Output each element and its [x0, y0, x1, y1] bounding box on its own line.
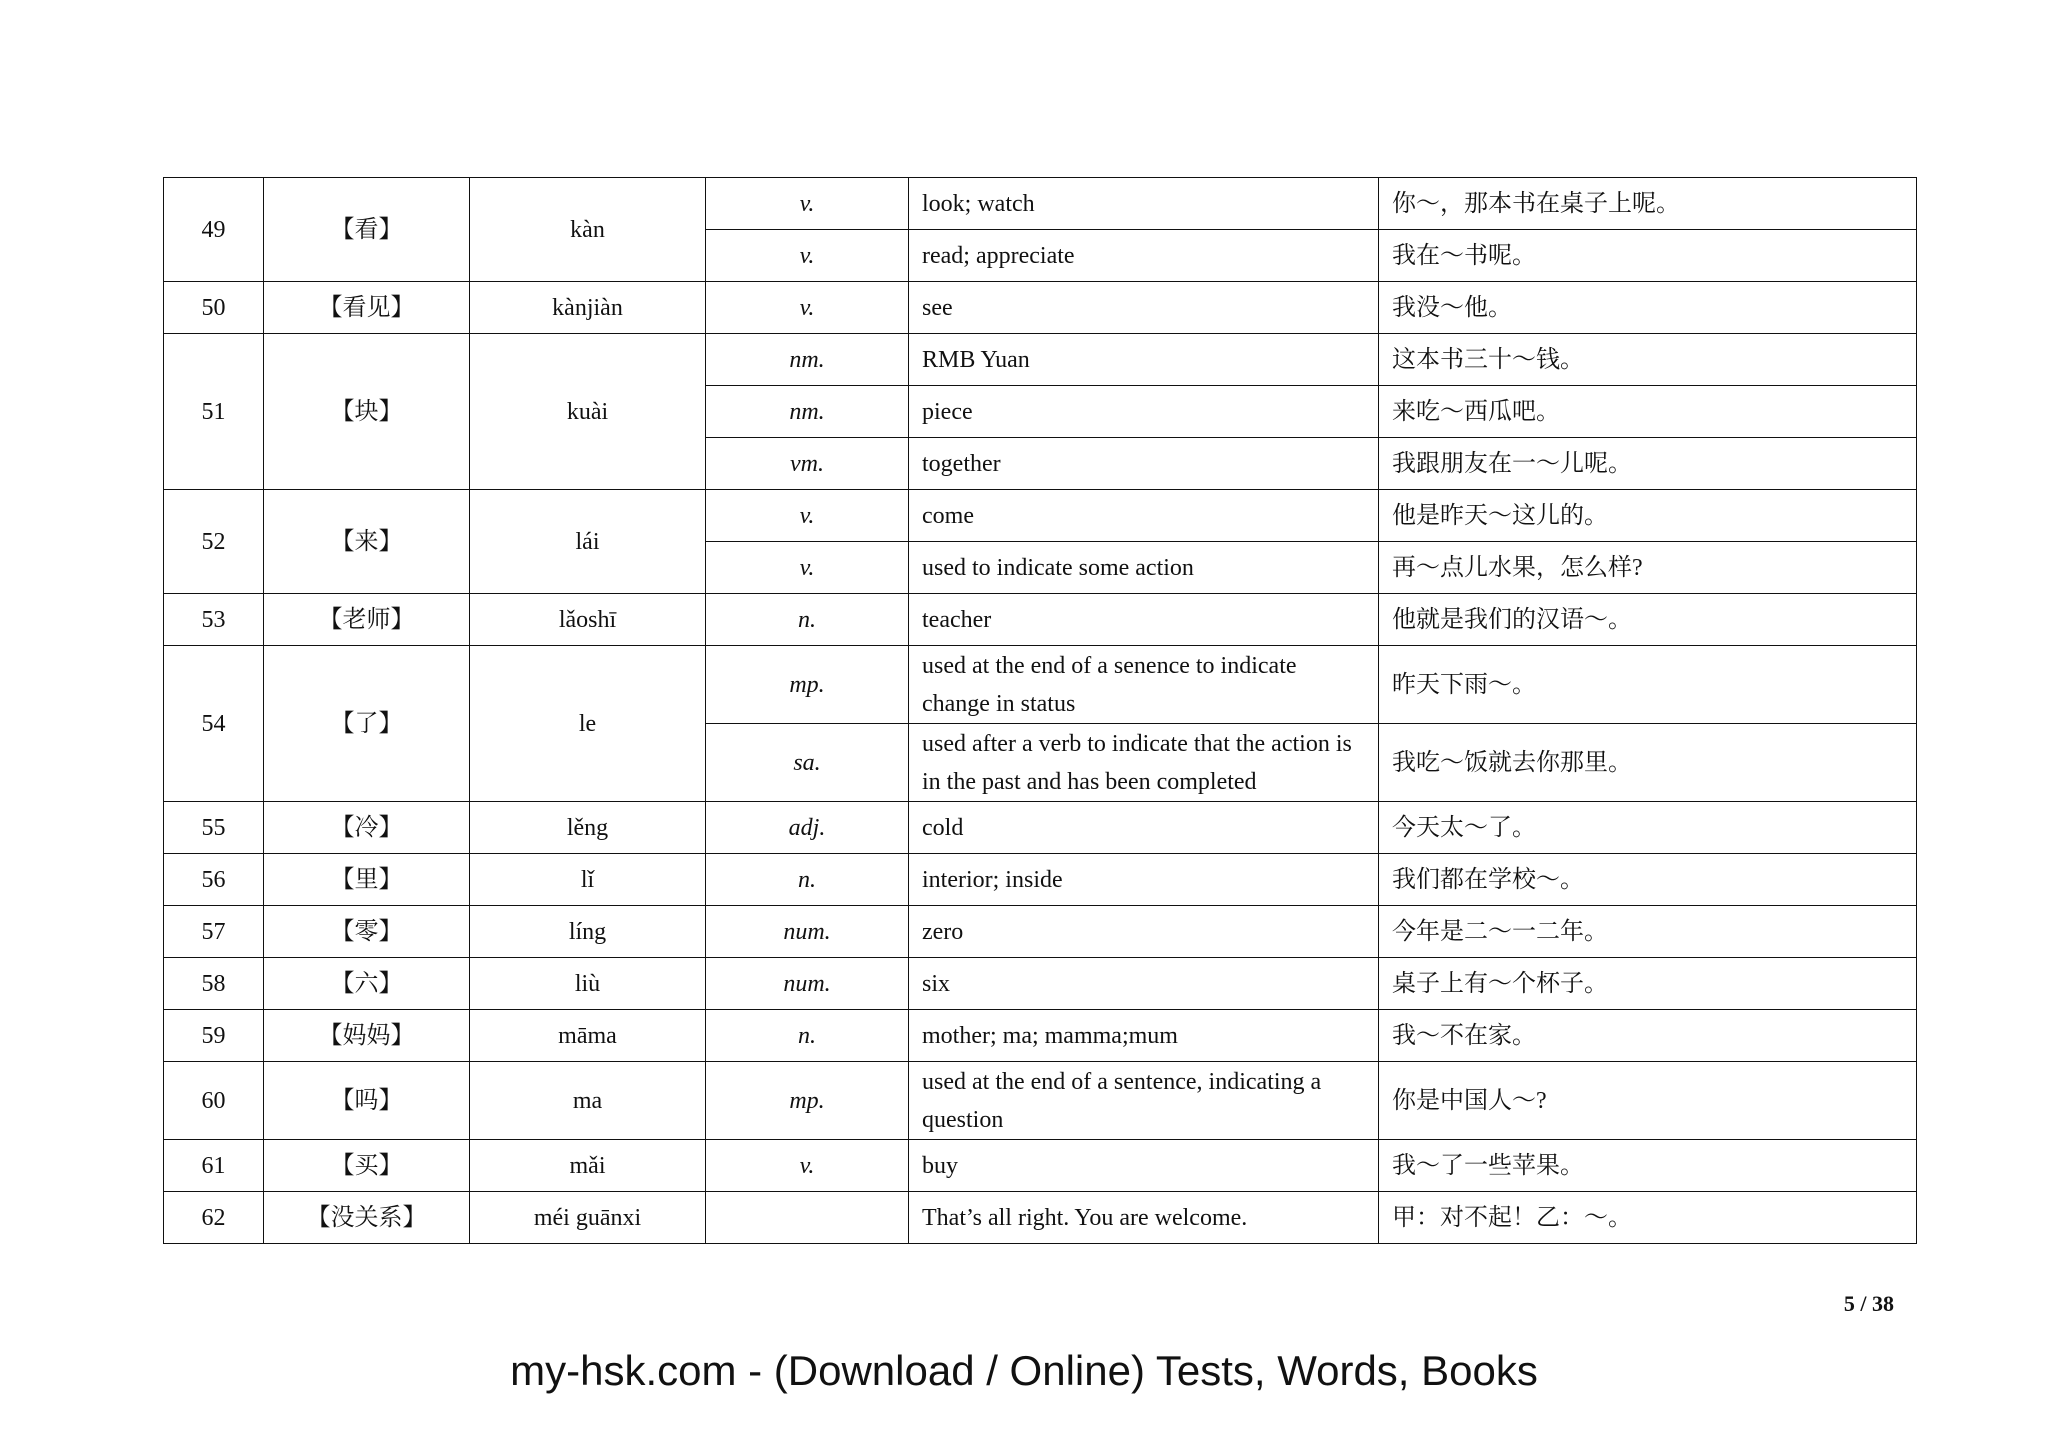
table-row: [164, 958, 1917, 1010]
entry-part-of-speech: n.: [706, 594, 909, 646]
entry-part-of-speech: nm.: [706, 386, 909, 438]
entry-pinyin: lǐ: [470, 854, 706, 906]
entry-part-of-speech: adj.: [706, 802, 909, 854]
entry-definition: used at the end of a sentence, indicating a question: [909, 1062, 1379, 1140]
entry-number: 55: [164, 802, 264, 854]
entry-word: 【块】: [264, 334, 470, 490]
entry-number: 51: [164, 334, 264, 490]
entry-definition: see: [909, 282, 1379, 334]
entry-definition: That’s all right. You are welcome.: [909, 1192, 1379, 1244]
entry-number: 59: [164, 1010, 264, 1062]
entry-part-of-speech: mp.: [706, 1062, 909, 1140]
table-row: [164, 1140, 1917, 1192]
table-row: [164, 282, 1917, 334]
table-row: [164, 906, 1917, 958]
entry-example: 今年是二～一二年。: [1379, 906, 1917, 958]
entry-word: 【买】: [264, 1140, 470, 1192]
entry-example: 来吃～西瓜吧。: [1379, 386, 1917, 438]
entry-number: 58: [164, 958, 264, 1010]
entry-part-of-speech: vm.: [706, 438, 909, 490]
entry-part-of-speech: mp.: [706, 646, 909, 724]
entry-part-of-speech: num.: [706, 958, 909, 1010]
entry-word: 【看见】: [264, 282, 470, 334]
entry-definition: RMB Yuan: [909, 334, 1379, 386]
entry-example: 甲：对不起！乙：～。: [1379, 1192, 1917, 1244]
entry-example: 我吃～饭就去你那里。: [1379, 724, 1917, 802]
entry-pinyin: líng: [470, 906, 706, 958]
entry-example: 再～点儿水果，怎么样?: [1379, 542, 1917, 594]
entry-example: 他是昨天～这儿的。: [1379, 490, 1917, 542]
entry-definition: piece: [909, 386, 1379, 438]
entry-part-of-speech: n.: [706, 854, 909, 906]
entry-pinyin: kàn: [470, 178, 706, 282]
entry-word: 【了】: [264, 646, 470, 802]
table-row: [164, 802, 1917, 854]
page-number: 5 / 38: [1843, 1291, 1894, 1316]
entry-pinyin: mǎi: [470, 1140, 706, 1192]
entry-pinyin: māma: [470, 1010, 706, 1062]
table-row: [164, 854, 1917, 906]
entry-number: 57: [164, 906, 264, 958]
entry-number: 62: [164, 1192, 264, 1244]
entry-definition: together: [909, 438, 1379, 490]
entry-example: 今天太～了。: [1379, 802, 1917, 854]
entry-pinyin: kuài: [470, 334, 706, 490]
table-row: [164, 1062, 1917, 1140]
entry-part-of-speech: num.: [706, 906, 909, 958]
table-row: [164, 1010, 1917, 1062]
entry-word: 【里】: [264, 854, 470, 906]
table-row: [164, 490, 1917, 542]
entry-pinyin: méi guānxi: [470, 1192, 706, 1244]
entry-part-of-speech: v.: [706, 282, 909, 334]
entry-definition: mother; ma; mamma;mum: [909, 1010, 1379, 1062]
entry-word: 【看】: [264, 178, 470, 282]
vocabulary-table-body: [164, 178, 1917, 1244]
entry-part-of-speech: v.: [706, 230, 909, 282]
entry-definition: buy: [909, 1140, 1379, 1192]
entry-number: 56: [164, 854, 264, 906]
entry-part-of-speech: [706, 1192, 909, 1244]
vocabulary-table: [163, 177, 1917, 1244]
entry-pinyin: le: [470, 646, 706, 802]
entry-example: 桌子上有～个杯子。: [1379, 958, 1917, 1010]
entry-example: 我没～他。: [1379, 282, 1917, 334]
entry-example: 我～不在家。: [1379, 1010, 1917, 1062]
entry-pinyin: lěng: [470, 802, 706, 854]
entry-definition: cold: [909, 802, 1379, 854]
entry-word: 【没关系】: [264, 1192, 470, 1244]
table-row: [164, 1192, 1917, 1244]
entry-part-of-speech: nm.: [706, 334, 909, 386]
entry-example: 你～，那本书在桌子上呢。: [1379, 178, 1917, 230]
entry-definition: six: [909, 958, 1379, 1010]
entry-definition: look; watch: [909, 178, 1379, 230]
entry-pinyin: kànjiàn: [470, 282, 706, 334]
entry-example: 这本书三十～钱。: [1379, 334, 1917, 386]
entry-word: 【零】: [264, 906, 470, 958]
entry-definition: interior; inside: [909, 854, 1379, 906]
entry-part-of-speech: v.: [706, 542, 909, 594]
table-row: [164, 594, 1917, 646]
entry-word: 【六】: [264, 958, 470, 1010]
entry-pinyin: liù: [470, 958, 706, 1010]
entry-number: 53: [164, 594, 264, 646]
entry-definition: read; appreciate: [909, 230, 1379, 282]
entry-part-of-speech: v.: [706, 1140, 909, 1192]
entry-number: 52: [164, 490, 264, 594]
entry-definition: used at the end of a senence to indicate change in status: [909, 646, 1379, 724]
entry-example: 我～了一些苹果。: [1379, 1140, 1917, 1192]
footer-text: my-hsk.com - (Download / Online) Tests, Words, Books: [510, 1347, 1538, 1394]
entry-pinyin: lǎoshī: [470, 594, 706, 646]
entry-pinyin: ma: [470, 1062, 706, 1140]
table-row: [164, 646, 1917, 724]
entry-example: 我跟朋友在一～儿呢。: [1379, 438, 1917, 490]
entry-part-of-speech: v.: [706, 178, 909, 230]
entry-word: 【来】: [264, 490, 470, 594]
entry-number: 61: [164, 1140, 264, 1192]
entry-example: 昨天下雨～。: [1379, 646, 1917, 724]
entry-example: 你是中国人～?: [1379, 1062, 1917, 1140]
entry-definition: used after a verb to indicate that the action is in the past and has been completed: [909, 724, 1379, 802]
table-row: [164, 178, 1917, 230]
entry-part-of-speech: sa.: [706, 724, 909, 802]
entry-number: 50: [164, 282, 264, 334]
entry-word: 【吗】: [264, 1062, 470, 1140]
entry-example: 他就是我们的汉语～。: [1379, 594, 1917, 646]
entry-part-of-speech: n.: [706, 1010, 909, 1062]
entry-word: 【冷】: [264, 802, 470, 854]
entry-definition: zero: [909, 906, 1379, 958]
table-row: [164, 334, 1917, 386]
entry-example: 我在～书呢。: [1379, 230, 1917, 282]
entry-word: 【老师】: [264, 594, 470, 646]
entry-word: 【妈妈】: [264, 1010, 470, 1062]
entry-pinyin: lái: [470, 490, 706, 594]
entry-part-of-speech: v.: [706, 490, 909, 542]
entry-number: 54: [164, 646, 264, 802]
entry-definition: teacher: [909, 594, 1379, 646]
entry-number: 60: [164, 1062, 264, 1140]
entry-number: 49: [164, 178, 264, 282]
entry-definition: come: [909, 490, 1379, 542]
entry-definition: used to indicate some action: [909, 542, 1379, 594]
entry-example: 我们都在学校～。: [1379, 854, 1917, 906]
